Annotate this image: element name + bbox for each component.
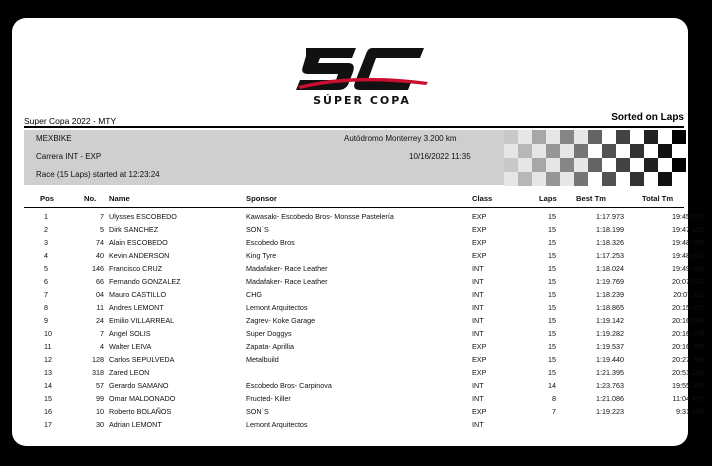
cell-name: Andres LEMONT: [109, 303, 164, 312]
race-start: Race (15 Laps) started at 12:23:24: [36, 170, 160, 179]
table-row: [24, 366, 704, 379]
cell-laps: 7: [552, 407, 556, 416]
cell-name: Alain ESCOBEDO: [109, 238, 168, 247]
cell-name: Adrian LEMONT: [109, 420, 162, 429]
session-date: 10/16/2022 11:35: [409, 152, 471, 161]
table-header: [24, 192, 684, 208]
cell-laps: 15: [548, 329, 556, 338]
cell-no: 4: [100, 342, 104, 351]
cell-no: 30: [96, 420, 104, 429]
table-row: [24, 210, 704, 223]
cell-total: 19:48.961: [672, 251, 704, 260]
col-name: Name: [109, 194, 130, 203]
cell-best: 1:18.239: [596, 290, 624, 299]
cell-sponsor: Madafaker- Race Leather: [246, 264, 328, 273]
cell-pos: 2: [44, 225, 48, 234]
cell-no: 10: [96, 407, 104, 416]
col-sponsor: Sponsor: [246, 194, 277, 203]
cell-best: 1:19.769: [596, 277, 624, 286]
cell-best: 1:17.253: [596, 251, 624, 260]
cell-no: 128: [92, 355, 104, 364]
cell-class: EXP: [472, 342, 487, 351]
cell-pos: 3: [44, 238, 48, 247]
table-row: [24, 405, 704, 418]
cell-class: EXP: [472, 238, 487, 247]
cell-best: 1:18.326: [596, 238, 624, 247]
cell-laps: 14: [548, 381, 556, 390]
cell-total: 20:51.209: [672, 368, 704, 377]
cell-sponsor: SON´S: [246, 407, 269, 416]
cell-class: EXP: [472, 225, 487, 234]
cell-name: Walter LEIVA: [109, 342, 152, 351]
cell-sponsor: Madafaker- Race Leather: [246, 277, 328, 286]
cell-laps: 15: [548, 225, 556, 234]
table-row: [24, 340, 704, 353]
cell-sponsor: SON´S: [246, 225, 269, 234]
cell-class: EXP: [472, 355, 487, 364]
cell-sponsor: Super Doggys: [246, 329, 292, 338]
cell-total: 19:47.123: [672, 225, 704, 234]
cell-no: 11: [96, 303, 104, 312]
cell-pos: 17: [44, 420, 52, 429]
cell-class: INT: [472, 394, 484, 403]
cell-class: EXP: [472, 368, 487, 377]
logo-subtitle: SÚPER COPA: [313, 94, 411, 107]
col-best: Best Tm: [576, 194, 606, 203]
cell-name: Zared LEON: [109, 368, 150, 377]
cell-name: Kevin ANDERSON: [109, 251, 170, 260]
cell-total: 19:45.829: [672, 212, 704, 221]
cell-no: 74: [96, 238, 104, 247]
col-laps: Laps: [539, 194, 557, 203]
cell-total: 20:07.111: [673, 290, 704, 299]
cell-class: EXP: [472, 251, 487, 260]
cell-name: Dirk SANCHEZ: [109, 225, 159, 234]
cell-pos: 9: [44, 316, 48, 325]
cell-sponsor: King Tyre: [246, 251, 277, 260]
cell-name: Ulysses ESCOBEDO: [109, 212, 177, 221]
event-title: Super Copa 2022 - MTY: [24, 116, 117, 126]
cell-name: Emilio VILLARREAL: [109, 316, 175, 325]
checkered-flag-icon: [504, 130, 684, 185]
table-row: [24, 314, 704, 327]
cell-class: INT: [472, 316, 484, 325]
cell-pos: 11: [44, 342, 52, 351]
table-row: [24, 327, 704, 340]
cell-total: 19:49.504: [672, 264, 704, 273]
cell-name: Roberto BOLAÑOS: [109, 407, 172, 416]
cell-name: Gerardo SAMANO: [109, 381, 169, 390]
cell-class: INT: [472, 264, 484, 273]
cell-no: 66: [96, 277, 104, 286]
cell-total: 20:16.378: [672, 329, 704, 338]
cell-total: 20:16.795: [672, 342, 704, 351]
cell-no: 146: [92, 264, 104, 273]
cell-no: 99: [96, 394, 104, 403]
cell-no: 40: [96, 251, 104, 260]
col-class: Class: [472, 194, 493, 203]
cell-sponsor: CHG: [246, 290, 262, 299]
sc-logo-mark-icon: [292, 42, 432, 94]
table-row: [24, 275, 704, 288]
cell-total: 11:04.472: [672, 394, 704, 403]
cell-laps: 15: [548, 290, 556, 299]
title-bar: [24, 114, 684, 128]
cell-no: 24: [96, 316, 104, 325]
cell-pos: 15: [44, 394, 52, 403]
cell-laps: 15: [548, 355, 556, 364]
cell-best: 1:23.763: [596, 381, 624, 390]
cell-sponsor: Kawasaki- Escobedo Bros- Monsse Pastelería: [246, 212, 394, 221]
cell-pos: 1: [44, 212, 48, 221]
sort-label: Sorted on Laps: [611, 112, 684, 123]
cell-laps: 15: [548, 277, 556, 286]
cell-pos: 4: [44, 251, 48, 260]
cell-no: 5: [100, 225, 104, 234]
cell-class: INT: [472, 420, 484, 429]
cell-class: INT: [472, 290, 484, 299]
cell-laps: 8: [552, 394, 556, 403]
cell-best: 1:19.537: [596, 342, 624, 351]
cell-pos: 12: [44, 355, 52, 364]
table-row: [24, 379, 704, 392]
cell-laps: 15: [548, 303, 556, 312]
table-row: [24, 236, 704, 249]
cell-sponsor: Lemont Arquitectos: [246, 303, 308, 312]
table-row: [24, 301, 704, 314]
cell-class: EXP: [472, 212, 487, 221]
cell-total: 9:31.489: [676, 407, 704, 416]
cell-name: Carlos SEPULVEDA: [109, 355, 175, 364]
cell-total: 19:55.390: [672, 381, 704, 390]
cell-laps: 15: [548, 316, 556, 325]
cell-no: 04: [96, 290, 104, 299]
cell-name: Fernando GONZALEZ: [109, 277, 181, 286]
venue: Autódromo Monterrey 3.200 km: [344, 134, 457, 143]
table-body: [24, 210, 704, 431]
table-row: [24, 288, 704, 301]
cell-pos: 8: [44, 303, 48, 312]
super-copa-logo: [292, 42, 432, 114]
cell-name: Francisco CRUZ: [109, 264, 163, 273]
cell-no: 7: [100, 329, 104, 338]
cell-best: 1:18.199: [596, 225, 624, 234]
col-no: No.: [84, 194, 97, 203]
cell-class: INT: [472, 303, 484, 312]
cell-sponsor: Escobedo Bros: [246, 238, 295, 247]
cell-best: 1:19.223: [596, 407, 624, 416]
cell-name: Omar MALDONADO: [109, 394, 176, 403]
cell-no: 7: [100, 212, 104, 221]
cell-pos: 10: [44, 329, 52, 338]
cell-laps: 15: [548, 238, 556, 247]
cell-pos: 5: [44, 264, 48, 273]
cell-laps: 15: [548, 264, 556, 273]
cell-pos: 16: [44, 407, 52, 416]
race-info-box: [24, 130, 684, 185]
cell-pos: 6: [44, 277, 48, 286]
cell-pos: 13: [44, 368, 52, 377]
cell-laps: 15: [548, 212, 556, 221]
cell-total: 20:07.035: [672, 277, 704, 286]
cell-sponsor: Zapata- Aprillia: [246, 342, 294, 351]
cell-class: INT: [472, 381, 484, 390]
cell-best: 1:19.440: [596, 355, 624, 364]
cell-best: 1:17.973: [596, 212, 624, 221]
organizer: MEXBIKE: [36, 134, 72, 143]
cell-sponsor: Metalbuild: [246, 355, 279, 364]
cell-laps: 15: [548, 251, 556, 260]
table-row: [24, 353, 704, 366]
cell-laps: 15: [548, 368, 556, 377]
cell-sponsor: Fructed- Killer: [246, 394, 291, 403]
cell-sponsor: Escobedo Bros- Carpinova: [246, 381, 332, 390]
cell-best: 1:18.865: [596, 303, 624, 312]
cell-total: 20:15.957: [672, 303, 704, 312]
cell-name: Angel SOLIS: [109, 329, 151, 338]
col-total: Total Tm: [642, 194, 674, 203]
cell-best: 1:19.142: [596, 316, 624, 325]
cell-best: 1:19.282: [596, 329, 624, 338]
col-pos: Pos: [40, 194, 54, 203]
cell-name: Mauro CASTILLO: [109, 290, 167, 299]
table-row: [24, 249, 704, 262]
table-row: [24, 392, 704, 405]
cell-class: INT: [472, 329, 484, 338]
cell-no: 57: [96, 381, 104, 390]
cell-pos: 14: [44, 381, 52, 390]
cell-best: 1:21.086: [596, 394, 624, 403]
cell-total: 19:48.960: [672, 238, 704, 247]
cell-best: 1:21.395: [596, 368, 624, 377]
results-table: [24, 192, 704, 431]
session-name: Carrera INT - EXP: [36, 152, 102, 161]
cell-best: 1:18.024: [596, 264, 624, 273]
cell-total: 20:16.044: [672, 316, 704, 325]
table-row: [24, 262, 704, 275]
cell-class: EXP: [472, 407, 487, 416]
cell-sponsor: Zagrev- Koke Garage: [246, 316, 316, 325]
table-row: [24, 223, 704, 236]
results-sheet: [12, 18, 704, 446]
cell-pos: 7: [44, 290, 48, 299]
cell-no: 318: [92, 368, 104, 377]
table-row: [24, 418, 684, 431]
cell-class: INT: [472, 277, 484, 286]
cell-sponsor: Lemont Arquitectos: [246, 420, 308, 429]
cell-total: 20:27.769: [672, 355, 704, 364]
cell-laps: 15: [548, 342, 556, 351]
